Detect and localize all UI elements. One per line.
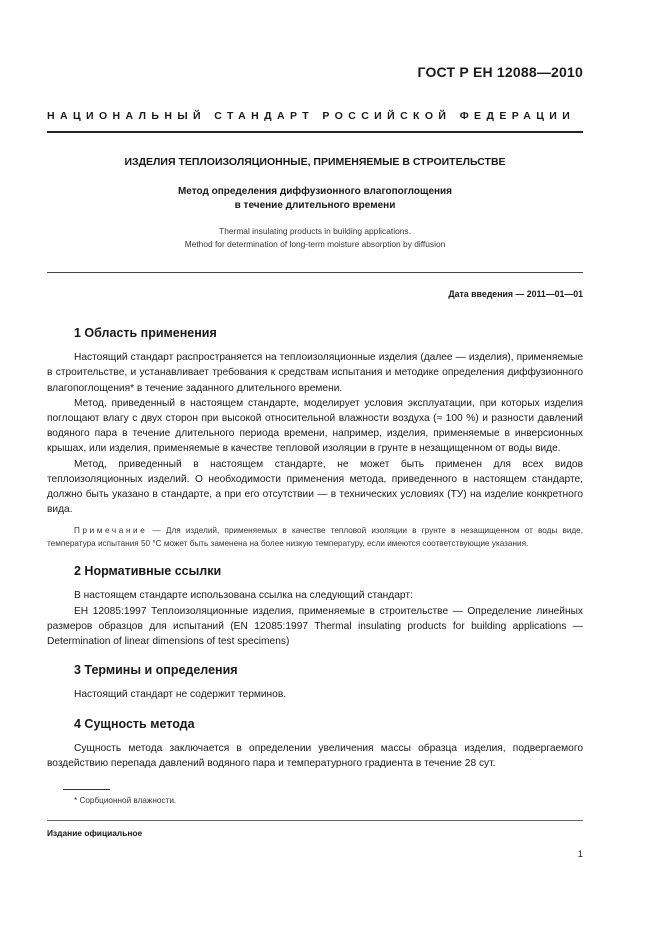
title-divider <box>47 272 583 273</box>
section-terms <box>47 663 583 702</box>
paragraph: Сущность метода заключается в определении увеличения массы образца изделия, подвергаемого воздействию перепада давлений водяного пара и температурного градиента в течение 28 сут. <box>47 742 583 770</box>
document-subtitle <box>47 185 583 213</box>
paragraph: Настоящий стандарт распространяется на теплоизоляционные изделия (далее — изделия), применяемые в строительстве, и устанавливает требования к средствам испытания и методике определения диффузионного влагопоглощения* в течение заданного длительного времени. <box>47 352 583 394</box>
note <box>47 525 583 550</box>
paragraph: Метод, приведенный в настоящем стандарте, не может быть применен для всех видов теплоизоляционных изделий. О необходимости применения метода, приведенного в настоящем стандарте, должно быть указано в стандарте, а при его отсутствии — в технических условиях (ТУ) на изделие конкретного вида. <box>47 458 583 516</box>
document-title: ИЗДЕЛИЯ ТЕПЛОИЗОЛЯЦИОННЫЕ, ПРИМЕНЯЕМЫЕ В СТРОИТЕЛЬСТВЕ <box>124 156 506 168</box>
paragraph: ЕН 12085:1997 Теплоизоляционные изделия, применяемые в строительстве — Определение линейных размеров образцов для испытаний (EN 12085:1997 Thermal insulating products for building applications — Determination of linear dimensions of test specimens) <box>47 605 583 648</box>
section-method-essence <box>47 717 583 772</box>
english-title <box>47 225 583 250</box>
english-title-line-1: Thermal insulating products in building applications. <box>219 226 411 236</box>
page-number: 1 <box>577 849 583 860</box>
section-heading: 2 Нормативные ссылки <box>74 564 222 579</box>
paragraph: Метод, приведенный в настоящем стандарте, моделирует условия эксплуатации, при которых изделия поглощают влагу с двух сторон при высокой относительной влажности воздуха (≈ 100 %) и разности давлений водяного пара в течение длительного периода времени, например, изделия, применяемые в инверсионных крышах, или изделия, применяемые в качестве тепловой изоляции в грунте в незащищенном от воды виде. <box>47 397 583 455</box>
footnote: * Сорбционной влажности. <box>74 796 177 805</box>
footer-divider <box>47 820 583 821</box>
edition-label: Издание официальное <box>47 828 143 838</box>
section-heading: 3 Термины и определения <box>74 663 238 678</box>
english-title-line-2: Method for determination of long-term moisture absorption by diffusion <box>184 238 446 249</box>
section-scope <box>47 326 583 550</box>
footnote-divider <box>63 789 110 790</box>
paragraph: Настоящий стандарт не содержит терминов. <box>74 689 287 701</box>
document-body <box>47 326 583 785</box>
header-divider <box>47 131 583 133</box>
section-heading: 4 Сущность метода <box>74 716 195 731</box>
national-standard-banner: НАЦИОНАЛЬНЫЙ СТАНДАРТ РОССИЙСКОЙ ФЕДЕРАЦИИ <box>47 110 576 122</box>
note-text: — Для изделий, применяемых в качестве тепловой изоляции в грунте в незащищенном от воды виде, температура испытания 50 °С может быть заменена на более низкую температуру, если имеются соответствующие указания. <box>47 526 583 548</box>
note-label: Примечание <box>74 526 148 536</box>
subtitle-line-2: в течение длительного времени <box>234 200 396 211</box>
section-normative-references <box>47 564 583 649</box>
effective-date: Дата введения — 2011—01—01 <box>448 289 583 299</box>
section-heading: 1 Область применения <box>74 326 217 340</box>
gost-code: ГОСТ Р ЕН 12088—2010 <box>417 64 583 80</box>
paragraph: В настоящем стандарте использована ссылка на следующий стандарт: <box>74 590 413 602</box>
subtitle-line-1: Метод определения диффузионного влагопоглощения <box>177 186 453 197</box>
